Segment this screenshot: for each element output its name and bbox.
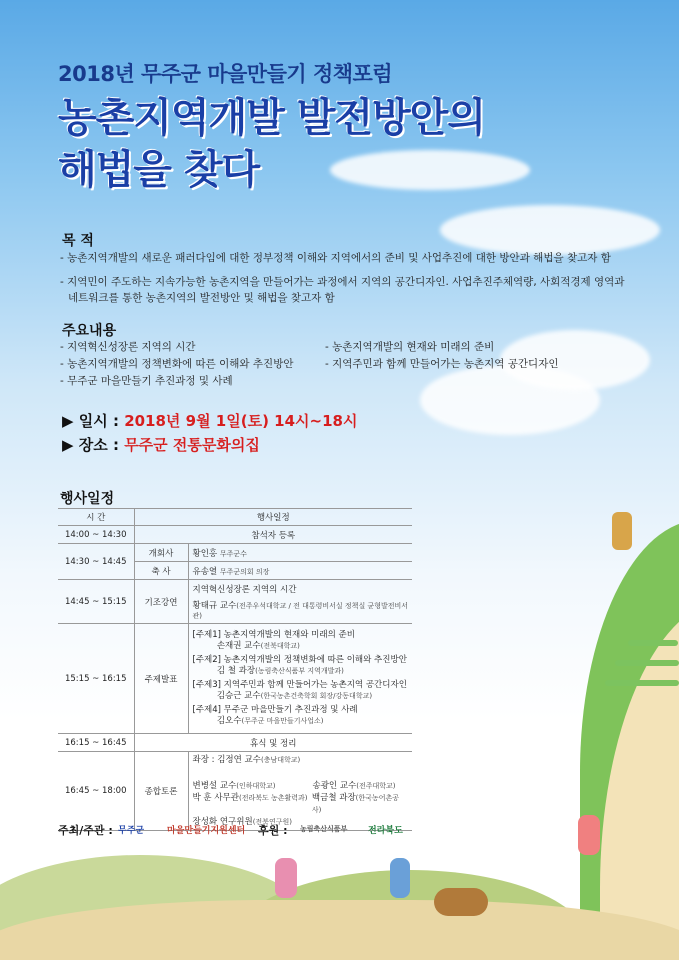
contents-left-1: - 지역혁신성장론 지역의 시간 [60,341,196,353]
time-cell: 15:15 ~ 16:15 [58,624,134,734]
field-row [605,680,679,686]
time-cell: 14:45 ~ 15:15 [58,580,134,624]
topic-title: [주제1] 농촌지역개발의 현재와 미래의 준비 [192,630,355,640]
panelist [193,780,313,792]
table-header-row [58,509,412,526]
speaker-name: 황태규 교수 [192,601,237,611]
panel-row [193,780,409,792]
hill-illustration [0,900,679,960]
program-cell: 참석자 등록 [134,526,412,544]
topic-2 [193,655,409,677]
purpose-heading: 목 적 [62,233,94,249]
field-row [628,640,678,646]
table-row [58,624,412,734]
topic-title: [주제2] 농촌지역개발의 정책변화에 따른 이해와 추진방안 [192,655,407,665]
panelist-affiliation: (인하대학교) [236,782,276,790]
headline [58,92,485,196]
table-row [58,544,412,562]
table-row [58,752,412,831]
program-cell: 휴식 및 정리 [134,734,412,752]
contents-right-2: - 지역주민과 함께 만들어가는 농촌지역 공간디자인 [325,358,559,370]
place-label: ▶ 장소 : [62,436,125,454]
speaker-affiliation: (전주우석대학교 / 전 대통령비서실 정책실 균형발전비서관) [192,602,409,620]
keynote-title: 지역혁신성장론 지역의 시간 [192,585,297,595]
chair-line [193,754,409,766]
role-cell: 축 사 [134,562,188,580]
cloud-decoration [440,205,660,255]
ox-illustration [434,888,488,916]
time-cell: 14:00 ~ 14:30 [58,526,134,544]
purpose-item-2b: 네트워크를 통한 농촌지역의 발전방안 및 해법을 찾고자 함 [68,292,335,304]
speaker-affiliation: 무주군의회 의장 [219,567,270,576]
place-row [62,434,260,455]
contents-left-3: - 무주군 마을만들기 추진과정 및 사례 [60,375,233,387]
program-cell [188,624,412,734]
contents-heading: 주요내용 [62,323,117,339]
topic-1 [193,630,409,652]
speaker-name: 손재권 교수 [216,641,261,651]
speaker-affiliation: (무주군 마을만들기사업소) [241,717,324,725]
headline-line1: 농촌지역개발 발전방안의 [58,95,485,141]
farmer-illustration [275,858,297,898]
speaker-name: 김 철 과장 [216,666,256,676]
role-cell: 종합토론 [134,752,188,831]
contents-left-2: - 농촌지역개발의 정책변화에 따른 이해와 추진방안 [60,358,294,370]
speaker-name: 김오수 [216,716,242,726]
panelist-name: 변병설 교수 [192,781,237,791]
speaker-name: 유송열 [192,566,218,577]
program-cell [188,544,412,562]
topic-3 [193,680,409,702]
date-value: 2018년 9월 1일(토) 14시~18시 [124,412,358,430]
farmer-illustration [390,858,410,898]
purpose-item-2a: - 지역민이 주도하는 지속가능한 농촌지역을 만들어가는 과정에서 지역의 공간디자인. 사업추진주체역량, 사회적경제 영역과 [60,276,625,288]
panelist-name: 송광인 교수 [312,781,357,791]
panelist [312,792,408,816]
forum-title: 2018년 무주군 마을만들기 정책포럼 [58,62,393,86]
panelist [193,792,312,816]
time-cell: 16:15 ~ 16:45 [58,734,134,752]
girl-illustration [578,815,600,855]
panelist-affiliation: (전주대학교) [356,782,396,790]
place-value: 무주군 전통문화의집 [124,436,260,454]
panelist-affiliation: (전라북도 농촌활력과) [238,794,308,802]
topic-4 [193,705,409,727]
date-row [62,410,357,431]
speaker-name: 황인홍 [192,548,218,559]
sponsor-label: 후원 : [258,824,288,837]
topic-title: [주제3] 지역주민과 함께 만들어가는 농촌지역 공간디자인 [192,680,407,690]
panelist [313,780,396,792]
headline-line2: 해법을 찾다 [58,147,260,193]
program-cell [188,562,412,580]
program-cell [188,580,412,624]
host-logo-muju: 무주군 [118,826,145,836]
contents-right-1: - 농촌지역개발의 현재와 미래의 준비 [325,341,495,353]
time-cell: 14:30 ~ 14:45 [58,544,134,580]
speaker-affiliation: (한국농촌건축학회 회장/강동대학교) [260,692,373,700]
sponsor-logo-jeonbuk: 전라북도 [368,826,403,836]
scarecrow-illustration [612,512,632,550]
date-label: ▶ 일시 : [62,412,125,430]
sponsor-logo-ministry: 농림축산식품부 [300,825,348,833]
table-row [58,526,412,544]
panelist-name: 백금철 과장 [311,793,356,803]
role-cell: 주제발표 [134,624,188,734]
chair-name: 좌장 : 김정연 교수 [192,755,261,765]
speaker-name: 김승근 교수 [216,691,261,701]
panelist-affiliation: (전북연구원) [252,818,292,826]
host-label: 주최/주관 : [58,824,113,837]
table-row [58,580,412,624]
role-cell: 개회사 [134,544,188,562]
col-program-header: 행사일정 [134,509,412,526]
panel-row [193,792,409,816]
panelist-name: 박 훈 사무관 [192,793,239,803]
time-cell: 16:45 ~ 18:00 [58,752,134,831]
program-cell [188,752,412,831]
field-row [615,660,679,666]
panelist-name: 장성화 연구위원 [192,817,253,827]
topic-title: [주제4] 무주군 마을만들기 추진과정 및 사례 [192,705,358,715]
schedule-table [58,508,412,831]
speaker-affiliation: 무주군수 [219,549,247,558]
table-row [58,734,412,752]
schedule-heading: 행사일정 [60,491,115,507]
speaker-affiliation: (농림축산식품부 지역개발과) [255,667,344,675]
chair-affiliation: (충남대학교) [260,756,301,764]
purpose-item-1: - 농촌지역개발의 새로운 패러다임에 대한 정부정책 이해와 지역에서의 준비 및 사업추진에 대한 방안과 해법을 찾고자 함 [60,252,611,264]
host-logo-center: 마을만들기지원센터 [167,826,246,836]
role-cell: 기조강연 [134,580,188,624]
col-time-header: 시 간 [58,509,134,526]
speaker-affiliation: (전북대학교) [260,642,300,650]
panelist-affiliation: (한국농어촌공사) [311,794,399,814]
